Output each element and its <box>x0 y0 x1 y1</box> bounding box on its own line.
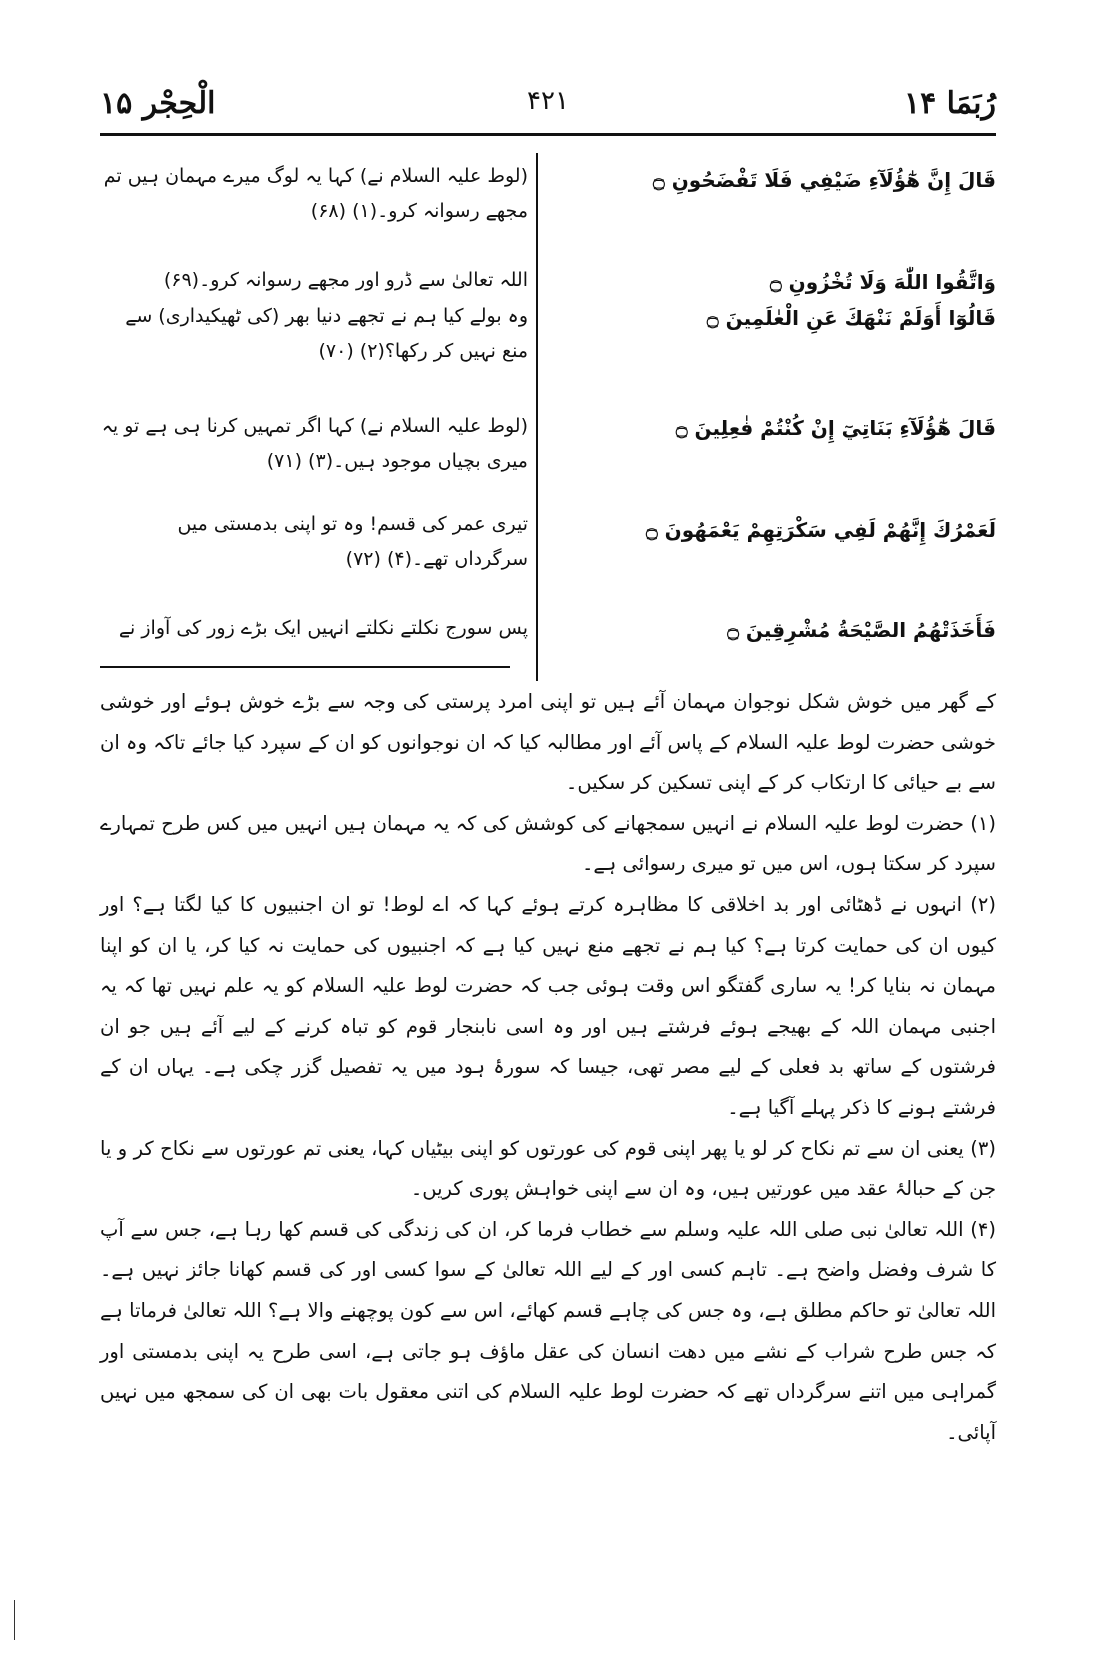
footnote-divider <box>100 666 510 668</box>
footnote-1: (۱) حضرت لوط علیہ السلام نے انہیں سمجھانے کی کوشش کی کہ یہ مہمان ہیں انہیں میں کس طرح تمہارے سپرد کر سکتا ہوں، اس میں تو میری رسوائی ہے۔ <box>100 811 996 876</box>
verse-translation: (لوط علیہ السلام نے) کہا اگر تمہیں کرنا ہی ہے تو یہ میری بچیاں موجود ہیں۔(۳) (۷۱) <box>101 415 528 472</box>
juz-title: رُبَمَا ۱۴ <box>904 86 996 121</box>
verse-translation: (لوط علیہ السلام نے) کہا یہ لوگ میرے مہمان ہیں تم مجھے رسوانہ کرو۔(۱) (۶۸) <box>103 165 528 222</box>
arabic-verse: لَعَمْرُكَ إِنَّهُمْ لَفِي سَكْرَتِهِمْ يَعْمَهُونَ ۝ <box>645 518 996 542</box>
verse-translation: اللہ تعالیٰ سے ڈرو اور مجھے رسوانہ کرو۔(۶۹) <box>163 269 528 291</box>
surah-title: الْحِجْر ۱۵ <box>100 86 216 121</box>
arabic-verse: قَالَ هٰٓؤُلَآءِ بَنَاتِيٓ إِنْ كُنْتُمْ فٰعِلِينَ ۝ <box>675 416 996 440</box>
arabic-verse: قَالُوٓا أَوَلَمْ نَنْهَكَ عَنِ الْعٰلَمِينَ ۝ <box>706 306 996 330</box>
arabic-verse: قَالَ إِنَّ هٰٓؤُلَآءِ ضَيْفِي فَلَا تَفْضَحُونِ ۝ <box>653 168 996 192</box>
page-number: ۴۲۱ <box>527 86 569 116</box>
commentary <box>100 682 996 1453</box>
arabic-verse: فَأَخَذَتْهُمُ الصَّيْحَةُ مُشْرِقِينَ ۝ <box>727 618 996 642</box>
page-header <box>100 80 996 132</box>
verses-section <box>100 145 996 693</box>
verse-translation: وہ بولے کیا ہم نے تجھے دنیا بھر (کی ٹھیکیداری) سے منع نہیں کر رکھا؟(۲) (۷۰) <box>125 305 528 362</box>
header-divider <box>100 133 996 136</box>
commentary-paragraph: کے گھر میں خوش شکل نوجوان مہمان آئے ہیں تو اپنی امرد پرستی کی وجہ سے بڑے خوش ہوئے اور خوشی خوشی حضرت لوط علیہ السلام کے پاس آئے اور مطالبہ کیا کہ ان نوجوانوں کو ان کے سپرد کیا جائے تاکہ وہ ان سے بے حیائی کا ارتکاب کر کے اپنی تسکین کر سکیں۔ <box>100 690 996 795</box>
footnote-3: (۳) یعنی ان سے تم نکاح کر لو یا پھر اپنی قوم کی عورتوں کو اپنی بیٹیاں کہا، یعنی تم عورتوں سے نکاح کر و یا جن کے حبالۂ عقد میں عورتیں ہیں، وہ ان سے اپنی خواہش پوری کریں۔ <box>100 1136 996 1201</box>
arabic-verse: وَاتَّقُوا اللّٰهَ وَلَا تُخْزُونِ ۝ <box>769 270 996 294</box>
verse-translation: تیری عمر کی قسم! وہ تو اپنی بدمستی میں سرگرداں تھے۔(۴) (۷۲) <box>177 513 528 570</box>
footnote-2: (۲) انہوں نے ڈھٹائی اور بد اخلاقی کا مظاہرہ کرتے ہوئے کہا کہ اے لوط! تو ان اجنبیوں کا کیا لگتا ہے؟ اور کیوں ان کی حمایت کرتا ہے؟ کیا ہم نے تجھے منع نہیں کیا ہے کہ اجنبیوں کی حمایت نہ کیا کر، یا ان کو اپنا مہمان نہ بنایا کر! یہ ساری گفتگو اس وقت ہوئی جب کہ حضرت لوط علیہ السلام کو یہ علم نہیں تھا کہ یہ اجنبی مہمان اللہ کے بھیجے ہوئے فرشتے ہیں اور وہ اسی نابنجار قوم کو تباہ کرنے کے لیے آئے ہیں جو ان فرشتوں کے ساتھ بد فعلی کے لیے مصر تھی، جیسا کہ سورۂ ہود میں یہ تفصیل گزر چکی ہے۔ یہاں ان کے فرشتے ہونے کا ذکر پہلے آگیا ہے۔ <box>100 892 996 1119</box>
verse-translation: پس سورج نکلتے نکلتے انہیں ایک بڑے زور کی آواز نے <box>118 617 528 639</box>
footnote-4: (۴) اللہ تعالیٰ نبی صلی اللہ علیہ وسلم سے خطاب فرما کر، ان کی زندگی کی قسم کھا رہا ہے، جس سے آپ کا شرف وفضل واضح ہے۔ تاہم کسی اور کے لیے اللہ تعالیٰ کے سوا کسی اور کی قسم کھانا جائز نہیں ہے۔ اللہ تعالیٰ تو حاکم مطلق ہے، وہ جس کی چاہے قسم کھائے، اس سے کون پوچھنے والا ہے؟ اللہ تعالیٰ فرماتا ہے کہ جس طرح شراب کے نشے میں دھت انسان کی عقل ماؤف ہو جاتی ہے، اسی طرح یہ اپنی بدمستی اور گمراہی میں اتنے سرگرداں تھے کہ حضرت لوط علیہ السلام کی اتنی معقول بات بھی ان کی سمجھ میں نہیں آپائی۔ <box>100 1217 996 1444</box>
scan-margin-mark <box>14 1600 15 1640</box>
column-divider <box>536 153 538 681</box>
